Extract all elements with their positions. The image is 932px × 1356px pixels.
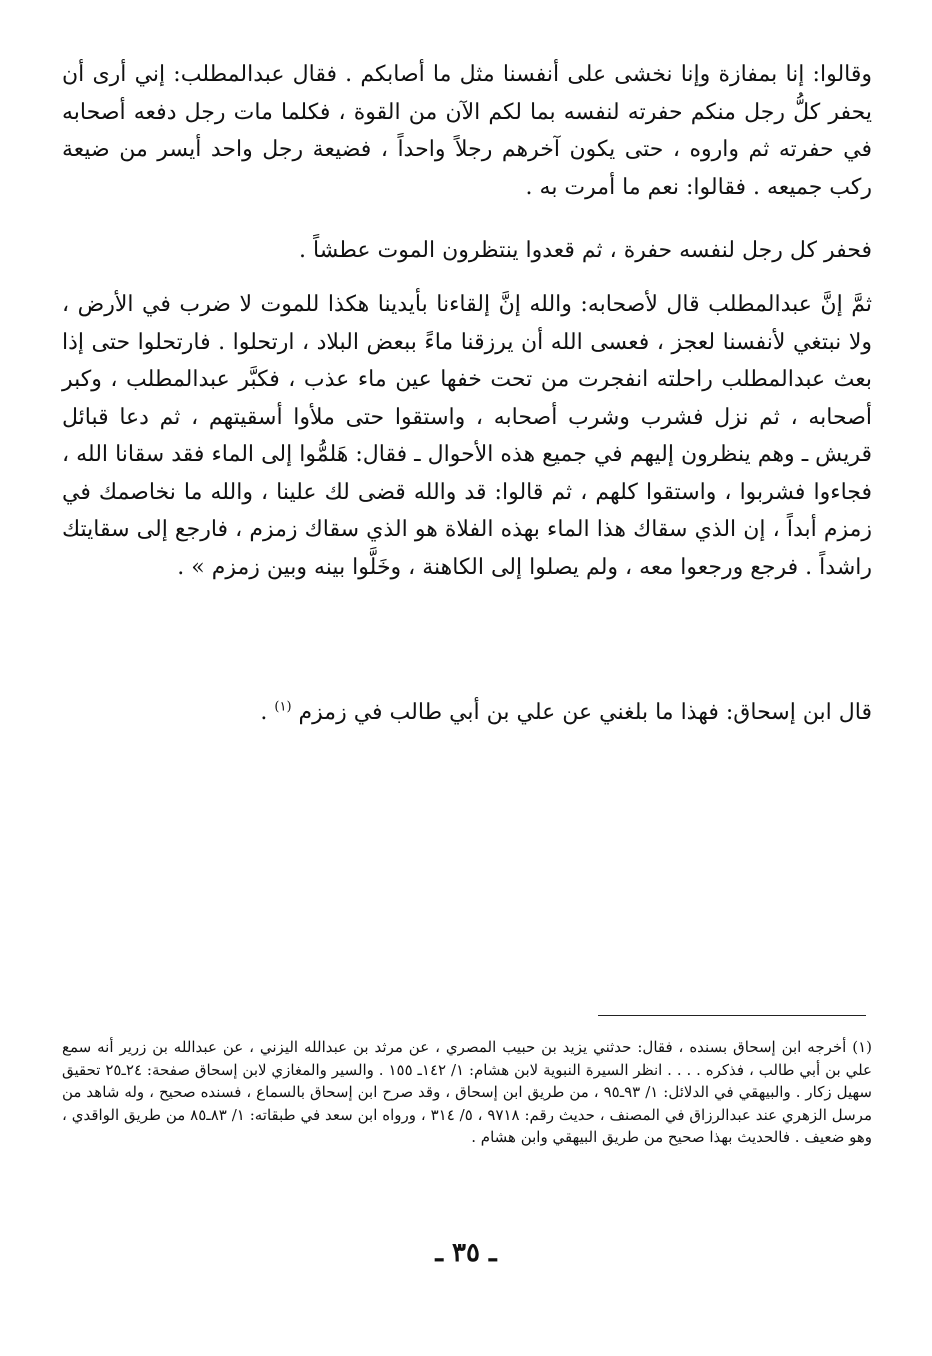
body-paragraph-3: ثمَّ إنَّ عبدالمطلب قال لأصحابه: والله إنَّ إلقاءنا بأيدينا هكذا للموت لا ضرب في الأرض ، ولا نبتغي لأنفسنا لعجز ، فعسى الله أن يرزقنا ماءً ببعض البلاد ، ارتحلوا . فارتحلوا حتى إذا بعث عبدالمطلب راحلته انفجرت من تحت خفها عين ماء عذب ، فكبَّر عبدالمطلب ، وكبر أصحابه ، ثم نزل فشرب وشرب أصحابه ، واستقوا حتى ملأوا أسقيتهم ، ثم دعا قبائل قريش ـ وهم ينظرون إليهم في جميع هذه الأحوال ـ فقال: هَلمُّوا إلى الماء فقد سقانا الله ، فجاءوا فشربوا ، واستقوا كلهم ، ثم قالوا: قد والله قضى لك علينا ، والله ما نخاصمك في زمزم أبداً ، إن الذي سقاك هذا الماء بهذه الفلاة هو الذي سقاك زمزم ، فارجع إلى سقايتك راشداً . فرجع ورجعوا معه ، ولم يصلوا إلى الكاهنة ، وخَلَّوا بينه وبين زمزم » . bbox=[62, 292, 872, 580]
footnote-reference-marker: (١) bbox=[274, 699, 292, 715]
footnote-text: (١) أخرجه ابن إسحاق بسنده ، فقال: حدثني يزيد بن حبيب المصري ، عن مرثد بن عبدالله اليزني ، عن عبدالله بن زرير أنه سمع علي بن أبي طالب ، فذكره . . . . انظر السيرة النبوية لابن هشام: ١/ ١٤٢ـ ١٥٥ . والسير والمغازي لابن إسحاق صفحة: ٢٤ـ٢٥ تحقيق سهيل زكار . والبيهقي في الدلائل: ١/ ٩٣ـ٩٥ ، من طريق ابن إسحاق ، وقد صرح ابن إسحاق بالسماع ، فسنده صحيح ، وله شاهد من مرسل الزهري عند عبدالرزاق في المصنف ، حديث رقم: ٩٧١٨ ، ٥/ ٣١٤ ، ورواه ابن سعد في طبقاته: ١/ ٨٣ـ٨٥ من طريق الواقدي ، وهو ضعيف . فالحديث بهذا صحيح من طريق البيهقي وابن هشام . bbox=[62, 1038, 872, 1146]
footnote-separator-line bbox=[598, 1015, 866, 1016]
body-paragraph-4 bbox=[62, 694, 872, 732]
closing-sentence: قال ابن إسحاق: فهذا ما بلغني عن علي بن أبي طالب في زمزم bbox=[298, 700, 872, 725]
body-paragraph-2: فحفر كل رجل لنفسه حفرة ، ثم قعدوا ينتظرون الموت عطشاً . bbox=[299, 238, 872, 263]
closing-punctuation: . bbox=[260, 700, 268, 725]
body-paragraph-1: وقالوا: إنا بمفازة وإنا نخشى على أنفسنا مثل ما أصابكم . فقال عبدالمطلب: إني أرى أن يحفر كلُّ رجل منكم حفرته لنفسه بما لكم الآن من القوة ، فكلما مات رجل دفعه أصحابه في حفرته ثم واروه ، حتى يكون آخرهم رجلاً واحداً ، فضيعة رجل واحد أيسر من ضيعة ركب جميعه . فقالوا: نعم ما أمرت به . bbox=[62, 62, 872, 200]
page-number: ـ ٣٥ ـ bbox=[435, 1238, 497, 1268]
